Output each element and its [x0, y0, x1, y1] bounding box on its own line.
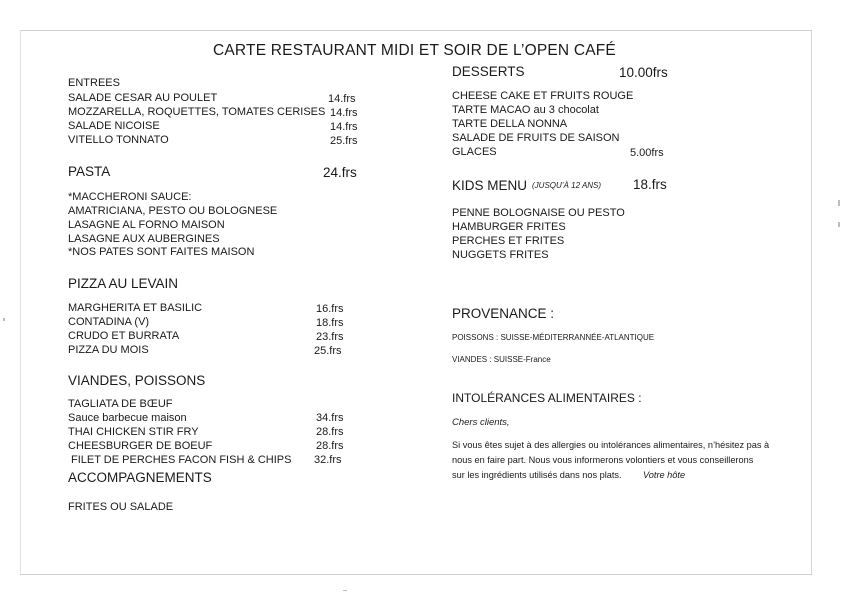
pasta-line: *MACCHERONI SAUCE:	[68, 191, 192, 203]
pasta-line: *NOS PATES SONT FAITES MAISON	[68, 246, 255, 258]
pizza-price: 25.frs	[314, 345, 342, 357]
viande-name: THAI CHICKEN STIR FRY	[68, 426, 199, 438]
pizza-heading: PIZZA AU LEVAIN	[68, 276, 179, 291]
pasta-line: LASAGNE AUX AUBERGINES	[68, 233, 220, 245]
viande-price: 34.frs	[316, 412, 344, 424]
dessert-item: GLACES	[452, 146, 497, 158]
pasta-heading: PASTA	[68, 164, 111, 179]
pasta-line: LASAGNE AL FORNO MAISON	[68, 219, 225, 231]
desserts-price: 10.00frs	[619, 65, 668, 80]
viande-name: CHEESBURGER DE BOEUF	[68, 440, 213, 452]
pizza-name: MARGHERITA ET BASILIC	[68, 302, 203, 314]
pizza-name: CONTADINA (V)	[68, 316, 150, 328]
pasta-price: 24.frs	[323, 165, 357, 180]
viande-name: Sauce barbecue maison	[68, 412, 187, 424]
kids-item: PERCHES ET FRITES	[452, 235, 565, 247]
pizza-price: 18.frs	[316, 317, 344, 329]
intolerances-line: sur les ingrédients utilisés dans nos plats.	[452, 470, 622, 480]
pasta-line: AMATRICIANA, PESTO OU BOLOGNESE	[68, 205, 278, 217]
intolerances-signature: Votre hôte	[643, 470, 686, 480]
viandes-heading: VIANDES, POISSONS	[68, 373, 206, 388]
provenance-line: POISSONS : SUISSE-MÉDITERRANNÉE-ATLANTIQUE	[452, 333, 655, 342]
dessert-item: SALADE DE FRUITS DE SAISON	[452, 132, 620, 144]
entrees-heading: ENTREES	[68, 77, 120, 89]
entree-price: 14.frs	[330, 121, 358, 133]
viande-price: 32.frs	[314, 454, 342, 466]
intolerances-heading: INTOLÉRANCES ALIMENTAIRES :	[452, 391, 642, 405]
tagliata-subheading: TAGLIATA DE BŒUF	[68, 398, 173, 410]
intolerances-line: nous en faire part. Nous vous informerons volontiers et vous conseillerons	[452, 455, 754, 465]
dessert-item: CHEESE CAKE ET FRUITS ROUGE	[452, 90, 634, 102]
entree-price: 25.frs	[330, 135, 358, 147]
accompagnement-item: FRITES OU SALADE	[68, 501, 174, 513]
provenance-heading: PROVENANCE :	[452, 306, 555, 321]
pizza-price: 23.frs	[316, 331, 344, 343]
desserts-heading: DESSERTS	[452, 64, 525, 79]
entree-name: MOZZARELLA, ROQUETTES, TOMATES CERISES	[68, 106, 326, 118]
entree-name: SALADE NICOISE	[68, 120, 160, 132]
entree-price: 14.frs	[330, 107, 358, 119]
entree-name: VITELLO TONNATO	[68, 134, 169, 146]
scan-speck	[838, 222, 840, 227]
menu-title: CARTE RESTAURANT MIDI ET SOIR DE L’OPEN CAFÉ	[213, 42, 616, 59]
kids-item: HAMBURGER FRITES	[452, 221, 566, 233]
kids-heading: KIDS MENU	[452, 178, 528, 193]
pizza-name: CRUDO ET BURRATA	[68, 330, 180, 342]
pizza-price: 16.frs	[316, 303, 344, 315]
provenance-line: VIANDES : SUISSE-France	[452, 355, 551, 364]
dessert-item: TARTE DELLA NONNA	[452, 118, 568, 130]
entree-name: SALADE CESAR AU POULET	[68, 92, 218, 104]
pizza-name: PIZZA DU MOIS	[68, 344, 149, 356]
accompagnements-heading: ACCOMPAGNEMENTS	[68, 470, 212, 485]
dessert-item: TARTE MACAO au 3 chocolat	[452, 104, 599, 116]
entree-price: 14.frs	[328, 93, 356, 105]
kids-age-note: (JUSQU’À 12 ANS)	[532, 181, 602, 190]
viande-price: 28.frs	[316, 440, 344, 452]
intolerances-line: Si vous êtes sujet à des allergies ou intolérances alimentaires, n’hésitez pas à	[452, 440, 770, 450]
viande-name: FILET DE PERCHES FACON FISH & CHIPS	[71, 454, 292, 466]
kids-price: 18.frs	[633, 177, 667, 192]
intolerances-greeting: Chers clients,	[452, 417, 510, 428]
scan-speck	[3, 318, 5, 321]
scan-speck	[838, 200, 840, 206]
kids-item: PENNE BOLOGNAISE OU PESTO	[452, 207, 625, 219]
viande-price: 28.frs	[316, 426, 344, 438]
kids-item: NUGGETS FRITES	[452, 249, 549, 261]
scan-speck	[343, 590, 347, 591]
glaces-price: 5.00frs	[630, 147, 664, 159]
